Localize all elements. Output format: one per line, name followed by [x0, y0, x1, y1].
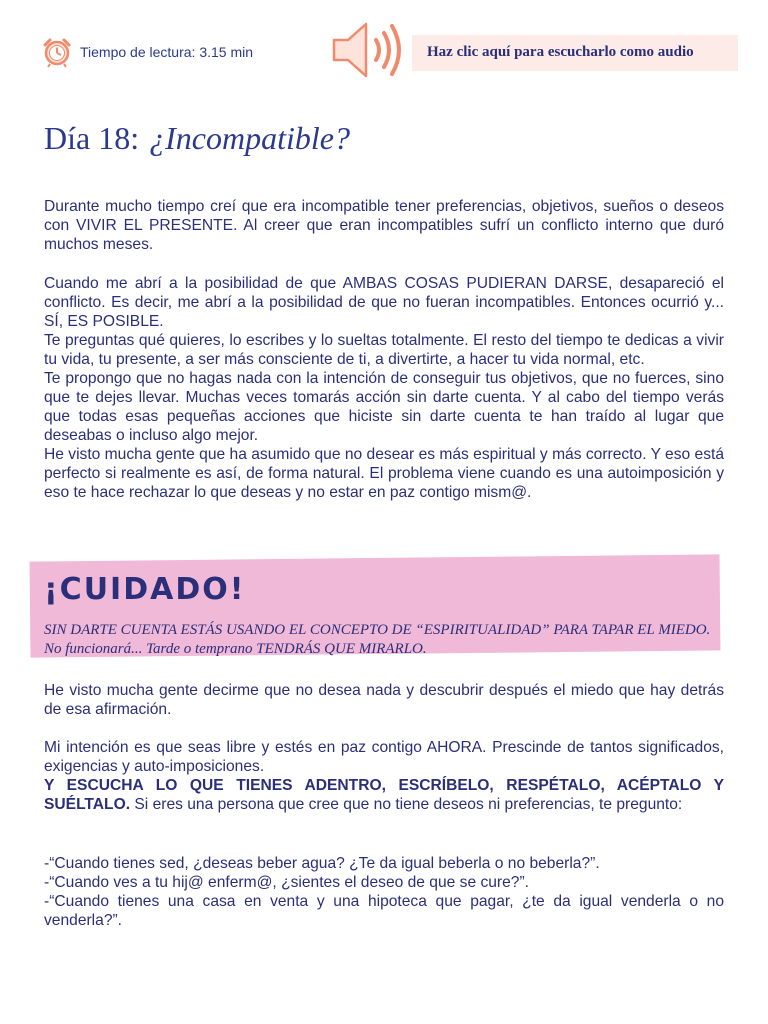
main-paragraphs	[44, 274, 724, 502]
question-1: -“Cuando tienes sed, ¿deseas beber agua? ¿Te da igual beberla o no beberla?”.	[44, 855, 600, 872]
header-bar	[0, 0, 768, 100]
listen-audio-button[interactable]	[412, 35, 738, 71]
listen-audio-label: Haz clic aquí para escucharlo como audio	[427, 44, 694, 60]
warning-text: SIN DARTE CUENTA ESTÁS USANDO EL CONCEPTO DE “ESPIRITUALIDAD” PARA TAPAR EL MIEDO. No funcionará... Tarde o temprano TENDRÁS QUE MIRARLO.	[44, 622, 711, 657]
paragraph-8-emphasis: Y ESCUCHA LO QUE TIENES ADENTRO, ESCRÍBELO, RESPÉTALO, ACÉPTALO Y SUÉLTALO.	[44, 777, 724, 813]
speaker-icon[interactable]	[330, 20, 410, 80]
paragraph-5: He visto mucha gente que ha asumido que no desear es más espiritual y más correcto. Y eso está perfecto si realmente es así, de forma natural. El problema viene cuando es una autoimposición y eso te hace rechazar lo que deseas y no estar en paz contigo mism@.	[44, 446, 724, 501]
paragraph-3: Te preguntas qué quieres, lo escribes y lo sueltas totalmente. El resto del tiempo te dedicas a vivir tu vida, tu presente, a ser más consciente de ti, a divertirte, a hacer tu vida normal, etc.	[44, 332, 724, 368]
question-2: -“Cuando ves a tu hij@ enferm@, ¿sientes el deseo de que se cure?”.	[44, 874, 529, 891]
questions-list	[44, 854, 724, 930]
paragraph-4: Te propongo que no hagas nada con la intención de conseguir tus objetivos, que no fuerces, sino que te dejes llevar. Muchas veces tomarás acción sin darte cuenta. Y al cabo del tiempo verás que todas esas pequeñas acciones que hiciste sin darte cuenta te han traído al lugar que deseabas o incluso algo mejor.	[44, 370, 724, 444]
page-title	[44, 120, 350, 157]
paragraph-2: Cuando me abrí a la posibilidad de que AMBAS COSAS PUDIERAN DARSE, desapareció el conflicto. Es decir, me abrí a la posibilidad de que no fueran incompatibles. Entonces ocurrió y... SÍ, ES POSIBLE.	[44, 275, 724, 330]
question-3: -“Cuando tienes una casa en venta y una hipoteca que pagar, ¿te da igual venderla o no venderla?”.	[44, 893, 724, 929]
paragraph-7-block	[44, 738, 724, 814]
paragraph-6: He visto mucha gente decirme que no desea nada y descubrir después el miedo que hay detrás de esa afirmación.	[44, 682, 724, 718]
intro-paragraph	[44, 197, 724, 254]
paragraph-7: Mi intención es que seas libre y estés en paz contigo AHORA. Prescinde de tantos significados, exigencias y auto-imposiciones.	[44, 739, 724, 775]
paragraph-6-block	[44, 681, 724, 719]
day-label: Día 18:	[44, 120, 140, 156]
warning-title: ¡CUIDADO!	[44, 572, 246, 607]
title-subtitle: ¿Incompatible?	[149, 120, 350, 156]
reading-time: Tiempo de lectura: 3.15 min	[80, 44, 254, 60]
paragraph-8-text: Si eres una persona que cree que no tiene deseos ni preferencias, te pregunto:	[130, 796, 683, 813]
alarm-clock-icon	[41, 36, 73, 68]
paragraph-1: Durante mucho tiempo creí que era incompatible tener preferencias, objetivos, sueños o deseos con VIVIR EL PRESENTE. Al creer que eran incompatibles sufrí un conflicto interno que duró muchos meses.	[44, 198, 724, 253]
paragraph-8	[44, 776, 724, 814]
